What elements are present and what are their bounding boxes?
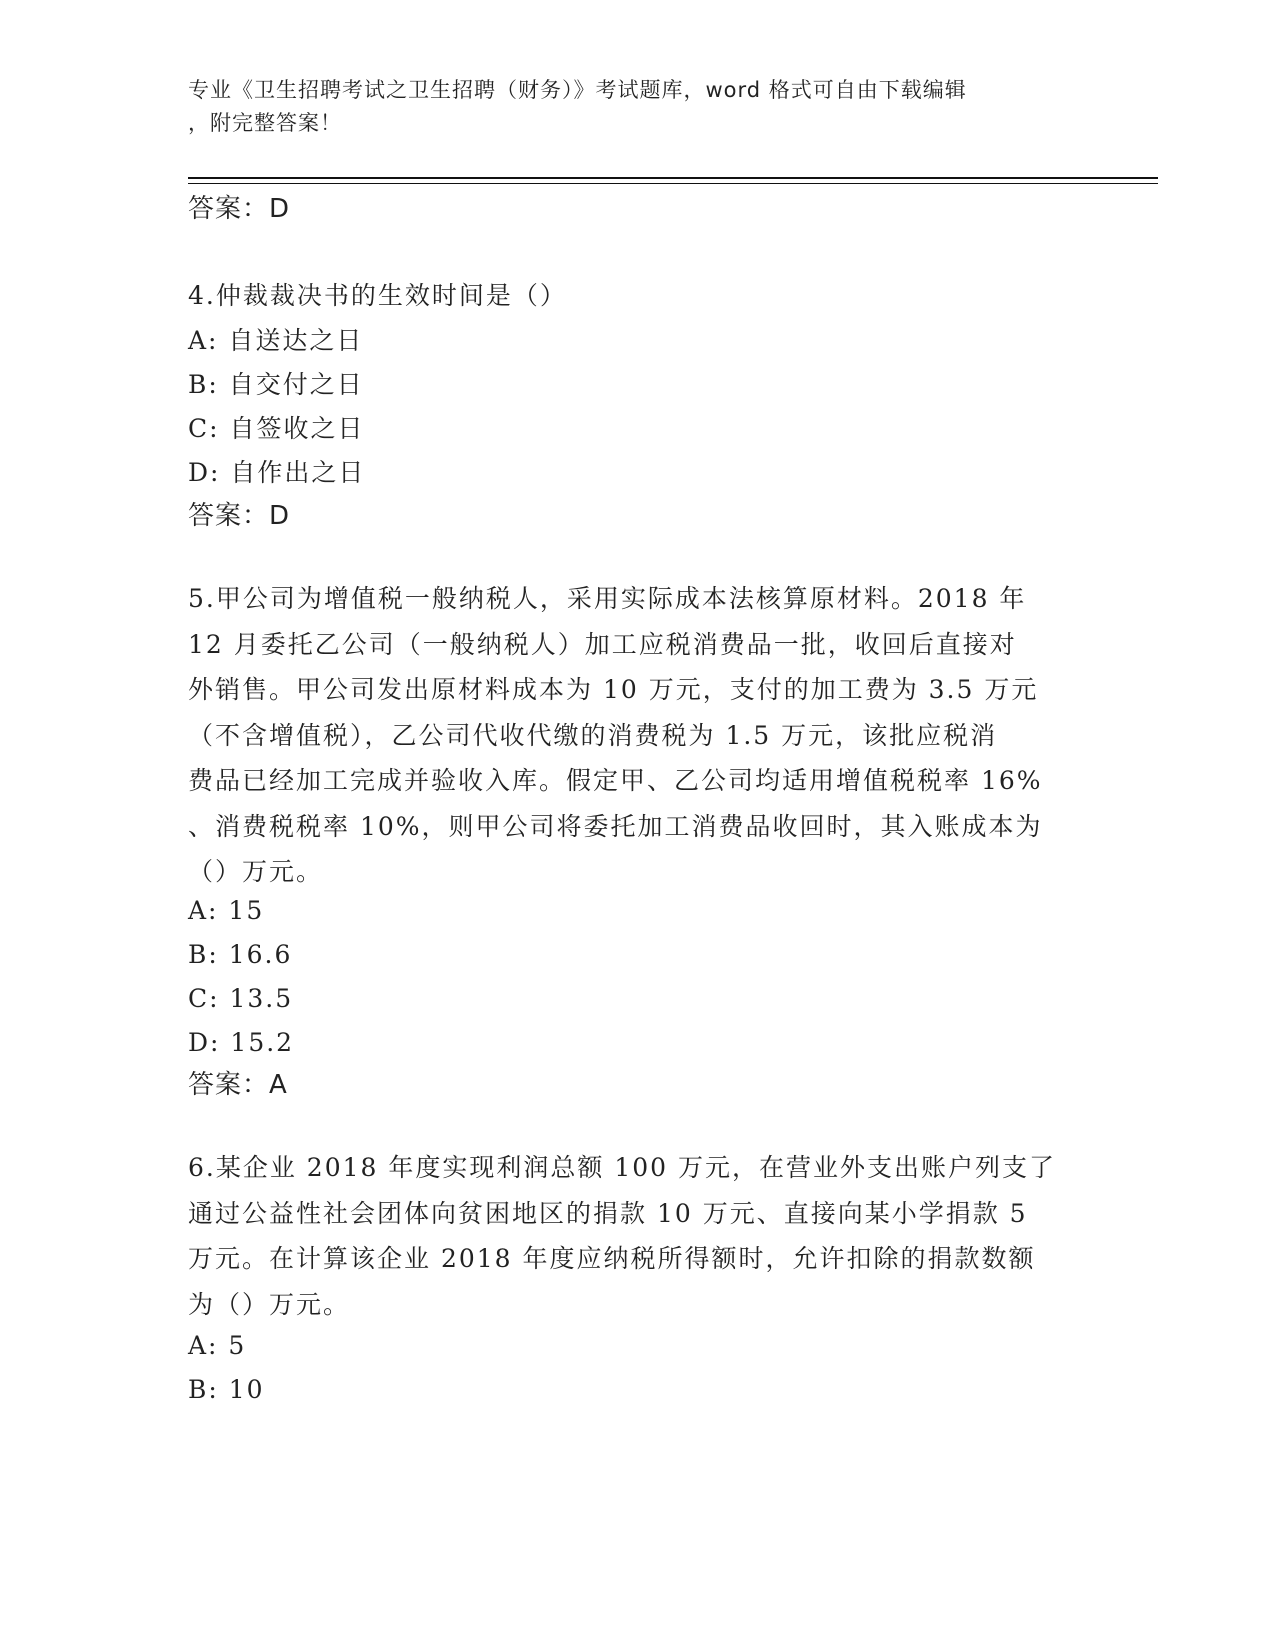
question-5-stem-line: 12 月委托乙公司（一般纳税人）加工应税消费品一批，收回后直接对 xyxy=(188,629,1017,659)
answer-q5: 答案：A xyxy=(188,1070,288,1100)
question-5-stem-line: 、消费税税率 10%，则甲公司将委托加工消费品收回时，其入账成本为 xyxy=(188,811,1043,841)
question-6-option-b: B: 10 xyxy=(188,1375,265,1404)
question-6-stem-line: 为（）万元。 xyxy=(188,1289,351,1319)
answer-q3: 答案：D xyxy=(188,194,291,224)
question-5-option-a: A: 15 xyxy=(188,896,265,925)
question-5-option-b: B: 16.6 xyxy=(188,940,293,969)
document-header xyxy=(188,74,1068,140)
question-4-option-c: C: 自签收之日 xyxy=(188,414,365,443)
question-6-stem-line: 通过公益性社会团体向贫困地区的捐款 10 万元、直接向某小学捐款 5 xyxy=(188,1198,1028,1228)
question-6-stem-line: 万元。在计算该企业 2018 年度应纳税所得额时，允许扣除的捐款数额 xyxy=(188,1244,1036,1273)
question-5-stem-line: （不含增值税），乙公司代收代缴的消费税为 1.5 万元，该批应税消 xyxy=(188,720,998,750)
question-6-stem xyxy=(188,1145,1088,1327)
question-6-stem-line: 6.某企业 2018 年度实现利润总额 100 万元，在营业外支出账户列支了 xyxy=(188,1153,1056,1182)
question-5-stem-line: 费品已经加工完成并验收入库。假定甲、乙公司均适用增值税税率 16% xyxy=(188,766,1043,795)
question-5-stem-line: 5.甲公司为增值税一般纳税人，采用实际成本法核算原材料。2018 年 xyxy=(188,584,1027,613)
header-divider-thin xyxy=(188,183,1158,184)
question-5-stem-line: 外销售。甲公司发出原材料成本为 10 万元，支付的加工费为 3.5 万元 xyxy=(188,675,1039,704)
question-5-stem-line: （）万元。 xyxy=(188,857,324,886)
header-divider-thick xyxy=(188,177,1158,179)
answer-q4: 答案：D xyxy=(188,501,291,531)
question-4-option-a: A: 自送达之日 xyxy=(188,326,364,355)
question-4-stem: 4.仲裁裁决书的生效时间是（） xyxy=(188,281,567,310)
question-4-option-b: B: 自交付之日 xyxy=(188,370,364,399)
question-5-option-d: D: 15.2 xyxy=(188,1028,295,1057)
question-5-option-c: C: 13.5 xyxy=(188,984,294,1013)
question-6-option-a: A: 5 xyxy=(188,1331,247,1360)
header-line-1: 专业《卫生招聘考试之卫生招聘（财务）》考试题库，word 格式可自由下载编辑 xyxy=(188,78,967,102)
question-4-option-d: D: 自作出之日 xyxy=(188,458,366,487)
question-5-stem xyxy=(188,576,1088,895)
header-line-2: ，附完整答案！ xyxy=(188,111,342,135)
